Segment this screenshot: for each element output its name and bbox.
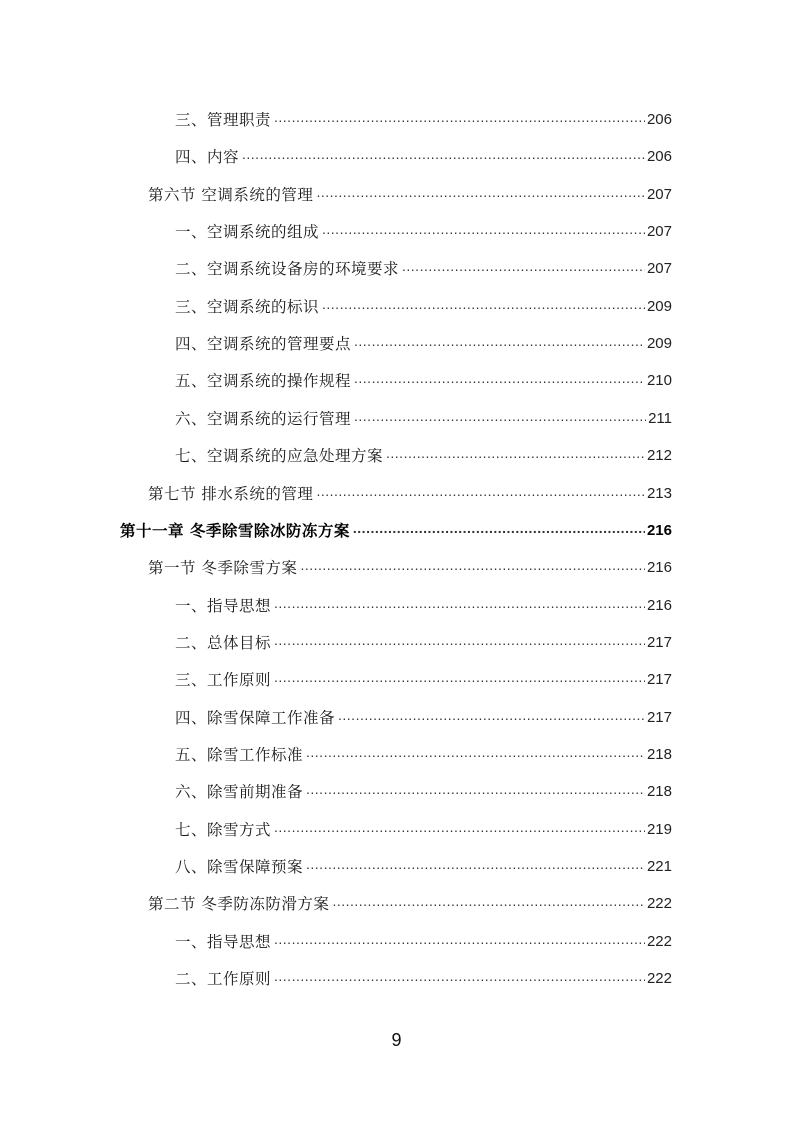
dot-leader [354, 328, 645, 354]
toc-entry-page: 206 [646, 111, 672, 128]
toc-entry-title: 一、空调系统的组成 [175, 223, 320, 242]
toc-entry[interactable] [175, 107, 672, 133]
toc-entry-title: 二、空调系统设备房的环境要求 [175, 260, 400, 279]
toc-entry-page: 206 [646, 148, 672, 166]
toc-entry[interactable] [175, 817, 672, 843]
dot-leader [316, 478, 645, 504]
toc-entry-page: 222 [646, 932, 672, 950]
dot-leader [274, 814, 645, 840]
toc-entry[interactable] [148, 481, 672, 507]
toc-entry-page: 217 [646, 708, 672, 726]
page-number: 9 [391, 1030, 402, 1050]
toc-entry[interactable] [175, 742, 672, 768]
toc-entry[interactable] [175, 294, 672, 320]
dot-leader [402, 253, 645, 279]
dot-leader [338, 702, 645, 728]
dot-leader [322, 291, 645, 317]
dot-leader [306, 851, 645, 877]
toc-entry-page: 217 [646, 671, 672, 689]
toc-entry-page: 216 [646, 559, 672, 577]
toc-entry-page: 221 [646, 858, 672, 875]
toc-entry-title: 七、除雪方式 [175, 820, 272, 839]
toc-entry[interactable] [175, 705, 672, 731]
toc-entry-title: 第十一章 冬季除雪除冰防冻方案 [120, 521, 350, 540]
toc-entry-page: 217 [646, 633, 672, 651]
toc-entry-page: 219 [646, 820, 672, 838]
toc-entry[interactable] [175, 854, 672, 880]
toc-entry[interactable] [175, 331, 672, 357]
dot-leader [353, 515, 645, 541]
toc-entry[interactable] [175, 368, 672, 394]
toc-entry-page: 212 [646, 447, 672, 465]
toc-entry[interactable] [175, 593, 672, 619]
toc-entry-title: 三、空调系统的标识 [175, 297, 320, 316]
toc-entry-title: 第七节 排水系统的管理 [148, 484, 314, 503]
toc-entry[interactable] [175, 667, 672, 693]
dot-leader [274, 590, 645, 616]
toc-entry-title: 二、总体目标 [175, 633, 272, 652]
dot-leader [274, 627, 645, 653]
toc-entry-title: 第六节 空调系统的管理 [148, 185, 314, 204]
toc-entry[interactable] [175, 219, 672, 245]
toc-entry-page: 218 [646, 783, 672, 801]
toc-entry-page: 207 [646, 260, 672, 278]
toc-entry-title: 二、工作原则 [175, 970, 272, 989]
toc-entry-title: 六、除雪前期准备 [175, 783, 304, 802]
dot-leader [386, 440, 645, 466]
toc-entry-page: 222 [646, 895, 672, 913]
toc-entry-page: 211 [648, 409, 672, 427]
toc-entry-title: 三、管理职责 [175, 111, 272, 129]
toc-entry[interactable] [175, 929, 672, 955]
toc-entry-page: 209 [646, 297, 672, 315]
toc-entry-page: 210 [646, 372, 672, 390]
toc-entry-page: 207 [646, 223, 672, 241]
toc-entry-page: 216 [646, 596, 672, 614]
toc-entry-title: 六、空调系统的运行管理 [175, 409, 352, 428]
dot-leader [306, 739, 645, 765]
toc-entry[interactable] [175, 630, 672, 656]
toc-entry-page: 218 [646, 745, 672, 763]
toc-entry-title: 四、除雪保障工作准备 [175, 708, 336, 727]
dot-leader [274, 926, 645, 952]
dot-leader [274, 104, 645, 130]
toc-entry-title: 四、空调系统的管理要点 [175, 335, 352, 354]
toc-entry-title: 五、空调系统的操作规程 [175, 372, 352, 391]
dot-leader [322, 216, 645, 242]
toc-entry[interactable] [148, 182, 672, 208]
toc-entry[interactable] [175, 443, 672, 469]
toc-entry-title: 第二节 冬季防冻防滑方案 [148, 895, 330, 914]
toc-entry-title: 三、工作原则 [175, 671, 272, 690]
dot-leader [274, 963, 645, 989]
toc-entry-title: 一、指导思想 [175, 596, 272, 615]
dot-leader [306, 776, 645, 802]
toc-entry-title: 七、空调系统的应急处理方案 [175, 447, 384, 466]
toc-entry-page: 207 [646, 185, 672, 203]
toc-entry-title: 第一节 冬季除雪方案 [148, 559, 298, 578]
dot-leader [316, 179, 645, 205]
toc-entry-title: 一、指导思想 [175, 932, 272, 951]
toc-entry-title: 四、内容 [175, 148, 240, 167]
toc-entry[interactable] [148, 891, 672, 917]
dot-leader [274, 664, 645, 690]
toc-entry[interactable] [175, 406, 672, 432]
toc-entry[interactable] [175, 256, 672, 282]
toc-entry-title: 八、除雪保障预案 [175, 858, 304, 876]
toc-entry[interactable] [175, 779, 672, 805]
toc-entry-page: 216 [646, 521, 672, 539]
toc-entry[interactable] [175, 966, 672, 992]
toc-entry-page: 213 [646, 484, 672, 502]
toc-entry[interactable] [148, 555, 672, 581]
dot-leader [354, 365, 645, 391]
dot-leader [242, 141, 645, 167]
toc-entry-page: 222 [646, 970, 672, 988]
dot-leader [332, 888, 645, 914]
dot-leader [354, 403, 646, 429]
toc-entry-title: 五、除雪工作标准 [175, 745, 304, 764]
toc-entry[interactable] [175, 144, 672, 170]
toc-entry-chapter[interactable] [120, 518, 672, 544]
dot-leader [300, 552, 645, 578]
toc-entry-page: 209 [646, 335, 672, 353]
